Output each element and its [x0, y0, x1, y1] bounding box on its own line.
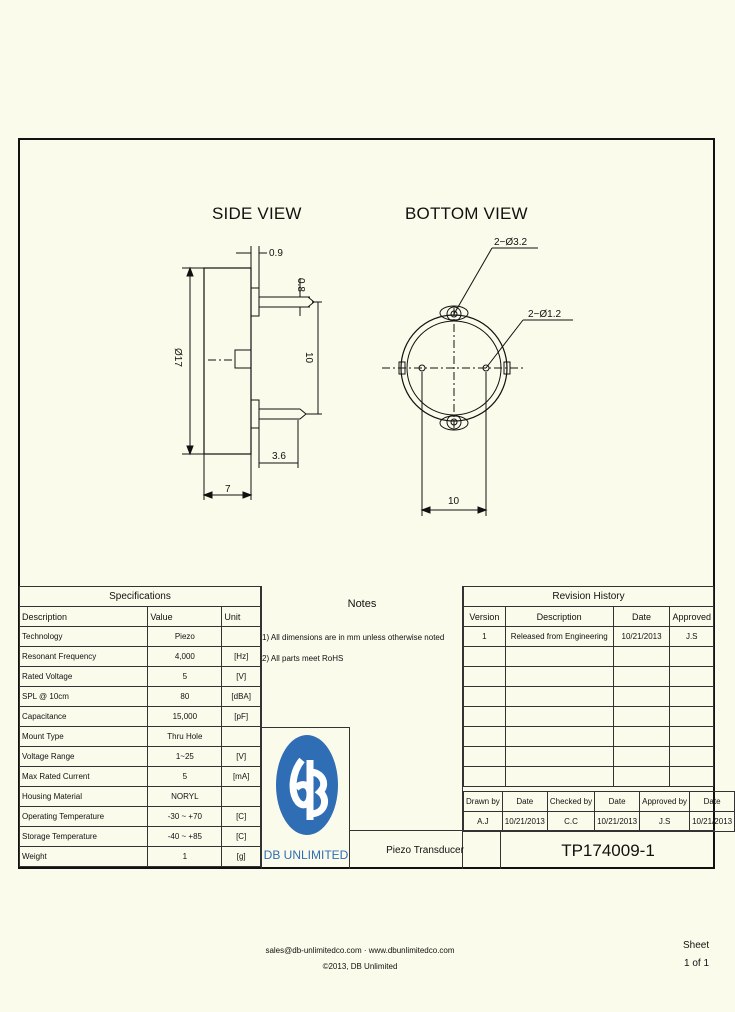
spec-value: Piezo [148, 627, 222, 647]
revision-history-table [463, 586, 714, 787]
spec-value: 5 [148, 767, 222, 787]
rev-version: 1 [464, 627, 506, 647]
rev-header-description: Description [505, 607, 613, 627]
bottom-view-title: BOTTOM VIEW [405, 204, 528, 223]
signoff-table [463, 791, 735, 832]
spec-description: Mount Type [20, 727, 148, 747]
notes-title: Notes [347, 598, 377, 610]
dim-0-9: 0.9 [269, 248, 283, 259]
spec-description: Technology [20, 627, 148, 647]
revision-title: Revision History [464, 587, 714, 607]
spec-unit: [C] [222, 807, 261, 827]
bottom-view [382, 248, 573, 516]
rev-date: 10/21/2013 [613, 627, 670, 647]
part-name: Piezo Transducer [386, 845, 464, 856]
spec-row [20, 647, 261, 667]
spec-description: Storage Temperature [20, 827, 148, 847]
spec-header-unit: Unit [222, 607, 261, 627]
specifications-title: Specifications [20, 587, 261, 607]
spec-description: Housing Material [20, 787, 148, 807]
signoff-header-checked-by: Checked by [547, 792, 594, 812]
spec-value: 80 [148, 687, 222, 707]
signoff-header-date-2: Date [595, 792, 640, 812]
signoff-checked-by: C.C [547, 812, 594, 832]
sheet-value: 1 of 1 [684, 958, 710, 969]
dim-0-8: 0.8 [295, 278, 306, 292]
part-name-cell [350, 830, 501, 869]
spec-unit: [V] [222, 667, 261, 687]
note-2: 2) All parts meet RoHS [262, 654, 344, 663]
spec-description: Operating Temperature [20, 807, 148, 827]
spec-value: 1 [148, 847, 222, 867]
rev-description: Released from Engineering [505, 627, 613, 647]
spec-row [20, 687, 261, 707]
spec-description: Resonant Frequency [20, 647, 148, 667]
spec-description: Weight [20, 847, 148, 867]
spec-row [20, 707, 261, 727]
side-view-title: SIDE VIEW [212, 204, 302, 223]
dim-7: 7 [225, 484, 231, 495]
spec-row [20, 627, 261, 647]
spec-row [20, 767, 261, 787]
revision-row [464, 627, 714, 647]
technical-drawing [18, 138, 715, 586]
spec-value: NORYL [148, 787, 222, 807]
spec-value: 5 [148, 667, 222, 687]
signoff-date-2: 10/21/2013 [595, 812, 640, 832]
spec-unit: [C] [222, 827, 261, 847]
dim-10-horizontal: 10 [448, 496, 460, 507]
signoff-header-date-1: Date [502, 792, 547, 812]
spec-description: Max Rated Current [20, 767, 148, 787]
spec-unit: [pF] [222, 707, 261, 727]
signoff-approved-by: J.S [640, 812, 690, 832]
dim-2-dia-3-2: 2−Ø3.2 [494, 237, 528, 248]
signoff-header-date-3: Date [690, 792, 735, 812]
spec-unit: [g] [222, 847, 261, 867]
footer-copyright: ©2013, DB Unlimited [322, 962, 398, 971]
spec-unit: [dBA] [222, 687, 261, 707]
spec-row [20, 667, 261, 687]
part-number-cell [501, 830, 715, 869]
spec-description: Capacitance [20, 707, 148, 727]
rev-approved: J.S [670, 627, 714, 647]
sheet-label: Sheet [683, 940, 710, 951]
specifications-table [19, 586, 261, 867]
spec-unit: [Hz] [222, 647, 261, 667]
spec-row [20, 807, 261, 827]
signoff-date-3: 10/21/2013 [690, 812, 735, 832]
db-unlimited-logo-icon [272, 732, 342, 838]
spec-row [20, 827, 261, 847]
spec-row [20, 787, 261, 807]
spec-unit [222, 787, 261, 807]
logo-text: DB UNLIMITED [263, 848, 349, 862]
spec-unit: [mA] [222, 767, 261, 787]
spec-value: -30 ~ +70 [148, 807, 222, 827]
spec-description: SPL @ 10cm [20, 687, 148, 707]
spec-unit: [V] [222, 747, 261, 767]
footer-contact: sales@db-unlimitedco.com · www.dbunlimitedco.com [265, 946, 455, 955]
spec-row [20, 847, 261, 867]
spec-value: 15,000 [148, 707, 222, 727]
rev-header-date: Date [613, 607, 670, 627]
spec-header-value: Value [148, 607, 222, 627]
spec-description: Voltage Range [20, 747, 148, 767]
spec-value: Thru Hole [148, 727, 222, 747]
spec-value: -40 ~ +85 [148, 827, 222, 847]
spec-unit [222, 727, 261, 747]
spec-value: 1~25 [148, 747, 222, 767]
spec-row [20, 747, 261, 767]
rev-header-approved: Approved [670, 607, 714, 627]
signoff-header-drawn-by: Drawn by [464, 792, 503, 812]
spec-description: Rated Voltage [20, 667, 148, 687]
spec-header-description: Description [20, 607, 148, 627]
spec-unit [222, 627, 261, 647]
spec-value: 4,000 [148, 647, 222, 667]
note-1: 1) All dimensions are in mm unless otherwise noted [262, 633, 445, 642]
part-number: TP174009-1 [561, 841, 655, 860]
dim-2-dia-1-2: 2−Ø1.2 [528, 309, 562, 320]
dim-10-vertical: 10 [303, 352, 314, 364]
dim-3-6: 3.6 [272, 451, 286, 462]
spec-row [20, 727, 261, 747]
signoff-date-1: 10/21/2013 [502, 812, 547, 832]
dim-diameter-17: Ø17 [172, 348, 183, 367]
rev-header-version: Version [464, 607, 506, 627]
signoff-drawn-by: A.J [464, 812, 503, 832]
signoff-header-approved-by: Approved by [640, 792, 690, 812]
